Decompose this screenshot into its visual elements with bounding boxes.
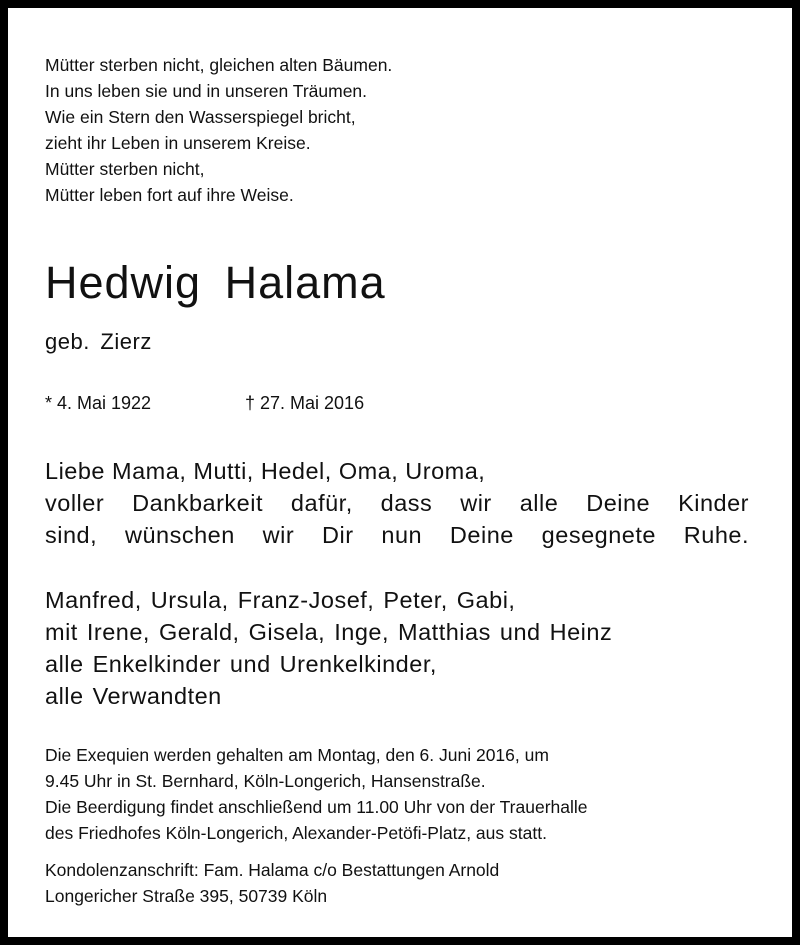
funeral-line: des Friedhofes Köln-Longerich, Alexander-Petöfi-Platz, aus statt.: [45, 823, 547, 843]
funeral-line: Die Beerdigung findet anschließend um 11.00 Uhr von der Trauerhalle: [45, 797, 588, 817]
life-dates: [45, 388, 365, 418]
message-line: Liebe Mama, Mutti, Hedel, Oma, Uroma,: [45, 458, 486, 484]
poem-line: zieht ihr Leben in unserem Kreise.: [45, 133, 311, 153]
poem-line: Wie ein Stern den Wasserspiegel bricht,: [45, 107, 356, 127]
death-date: † 27. Mai 2016: [245, 393, 365, 413]
deceased-name: Hedwig Halama: [45, 257, 386, 308]
birth-date: * 4. Mai 1922: [45, 393, 152, 413]
memorial-poem: [45, 52, 392, 208]
funeral-details: [45, 742, 588, 846]
poem-line: Mütter sterben nicht,: [45, 159, 205, 179]
mourners-list: [45, 584, 612, 712]
condolence-line: Longericher Straße 395, 50739 Köln: [45, 886, 328, 906]
message-line: voller Dankbarkeit dafür, dass wir alle Deine Kinder: [45, 490, 749, 516]
poem-line: Mütter leben fort auf ihre Weise.: [45, 185, 294, 205]
condolence-address: [45, 857, 499, 909]
funeral-line: Die Exequien werden gehalten am Montag, den 6. Juni 2016, um: [45, 745, 549, 765]
maiden-name: geb. Zierz: [45, 329, 152, 354]
message-line: sind, wünschen wir Dir nun Deine gesegnete Ruhe.: [45, 522, 749, 548]
mourners-line: Manfred, Ursula, Franz-Josef, Peter, Gabi,: [45, 587, 516, 613]
poem-line: In uns leben sie und in unseren Träumen.: [45, 81, 368, 101]
farewell-message: [45, 455, 749, 551]
condolence-line: Kondolenzanschrift: Fam. Halama c/o Bestattungen Arnold: [45, 860, 500, 880]
funeral-line: 9.45 Uhr in St. Bernhard, Köln-Longerich, Hansenstraße.: [45, 771, 486, 791]
mourners-line: mit Irene, Gerald, Gisela, Inge, Matthias und Heinz: [45, 619, 613, 645]
poem-line: Mütter sterben nicht, gleichen alten Bäumen.: [45, 55, 393, 75]
mourners-line: alle Enkelkinder und Urenkelkinder,: [45, 651, 437, 677]
mourners-line: alle Verwandten: [45, 683, 222, 709]
